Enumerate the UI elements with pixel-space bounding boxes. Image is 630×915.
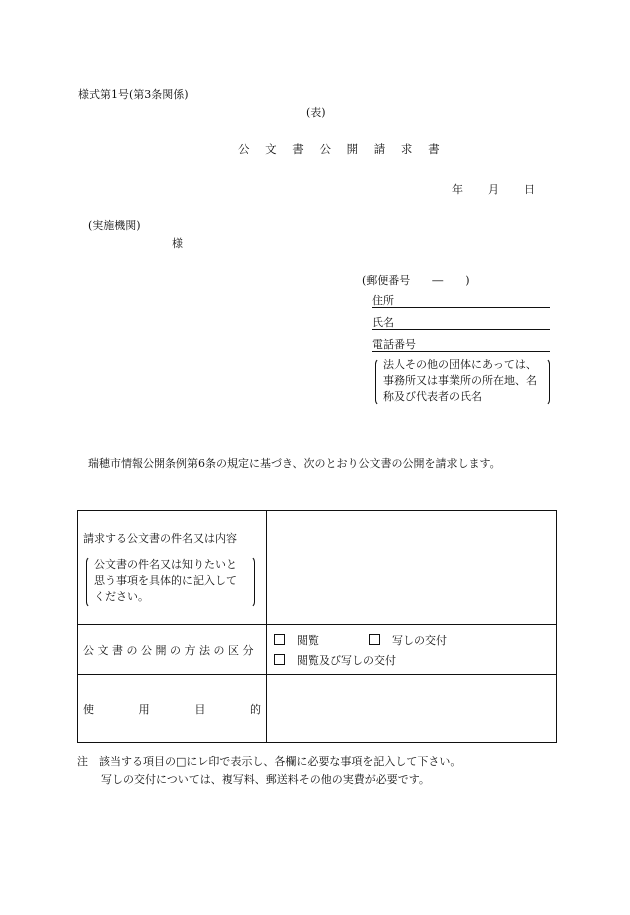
agency-label: (実施機関) bbox=[88, 219, 141, 232]
note-line-1: 注 該当する項目の□にレ印で表示し、各欄に必要な事項を記入して下さい。 bbox=[77, 755, 462, 768]
subject-label: 請求する公文書の件名又は内容 bbox=[83, 532, 237, 545]
date-day: 日 bbox=[524, 183, 535, 196]
view-checkbox[interactable] bbox=[274, 634, 285, 645]
option-view[interactable] bbox=[274, 632, 319, 648]
subject-input-area[interactable] bbox=[268, 512, 555, 623]
copy-option-label: 写しの交付 bbox=[392, 634, 447, 647]
subject-note: 公文書の件名又は知りたいと 思う事項を具体的に記入して ください。 bbox=[94, 558, 237, 603]
form-title: 公 文 書 公 開 請 求 書 bbox=[238, 142, 446, 156]
side-label: (表) bbox=[306, 106, 326, 119]
request-statement: 瑞穂市情報公開条例第6条の規定に基づき、次のとおり公文書の公開を請求します。 bbox=[88, 457, 501, 470]
date-month: 月 bbox=[488, 183, 499, 196]
option-copy[interactable] bbox=[369, 632, 447, 648]
phone-label: 電話番号 bbox=[372, 338, 416, 351]
purpose-label: 使 用 目 的 bbox=[83, 703, 261, 716]
purpose-input-area[interactable] bbox=[268, 676, 555, 741]
option-view-and-copy[interactable] bbox=[274, 652, 396, 668]
view-option-label: 閲覧 bbox=[297, 634, 319, 647]
name-label: 氏名 bbox=[372, 316, 394, 329]
corporate-note: 法人その他の団体にあっては、 事務所又は事業所の所在地、名 称及び代表者の氏名 bbox=[383, 358, 537, 403]
method-label: 公 文 書 の 公 開 の 方 法 の 区 分 bbox=[83, 644, 254, 657]
note-line-2: 写しの交付については、複写料、郵送料その他の実費が必要です。 bbox=[101, 773, 430, 786]
address-label: 住所 bbox=[372, 294, 394, 307]
agency-honorific: 様 bbox=[172, 237, 183, 250]
copy-checkbox[interactable] bbox=[369, 634, 380, 645]
postal-code-field[interactable]: (郵便番号 ― ) bbox=[362, 274, 470, 287]
date-year: 年 bbox=[452, 183, 463, 196]
form-number: 様式第1号(第3条関係) bbox=[78, 88, 189, 101]
view-and-copy-checkbox[interactable] bbox=[274, 654, 285, 665]
view-and-copy-option-label: 閲覧及び写しの交付 bbox=[297, 654, 396, 667]
